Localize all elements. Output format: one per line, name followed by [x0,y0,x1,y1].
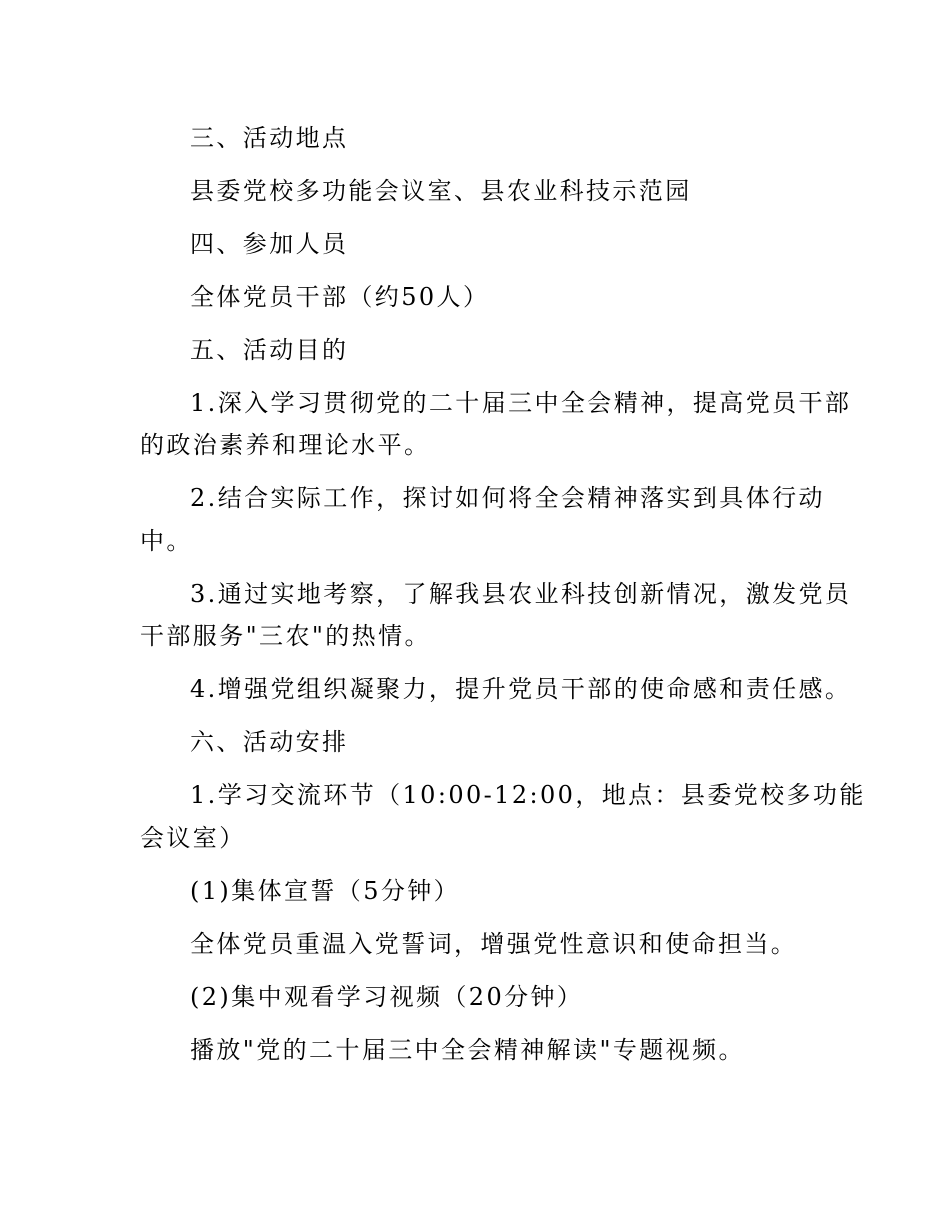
purpose-item-4: 4.增强党组织凝聚力，提升党员干部的使命感和责任感。 [190,675,852,703]
purpose-item-2-line-1: 2.结合实际工作，探讨如何将全会精神落实到具体行动 [190,484,825,512]
section-heading-arrangement: 六、活动安排 [190,728,349,756]
sub-item-1-body: 全体党员重温入党誓词，增强党性意识和使命担当。 [190,930,798,958]
section-heading-participants: 四、参加人员 [190,230,349,258]
arrangement-item-1-line-1: 1.学习交流环节（10:00-12:00，地点：县委党校多功能 [190,781,866,809]
paragraph-location: 县委党校多功能会议室、县农业科技示范园 [190,177,692,205]
purpose-item-1-line-2: 的政治素养和理论水平。 [140,431,431,459]
paragraph-participants: 全体党员干部（约50人） [190,283,490,311]
sub-item-2-heading: (2)集中观看学习视频（20分钟） [190,983,584,1011]
sub-item-1-heading: (1)集体宣誓（5分钟） [190,877,461,905]
purpose-item-1-line-1: 1.深入学习贯彻党的二十届三中全会精神，提高党员干部 [190,389,852,417]
section-heading-location: 三、活动地点 [190,124,349,152]
section-heading-purpose: 五、活动目的 [190,336,349,364]
sub-item-2-body: 播放"党的二十届三中全会精神解读"专题视频。 [190,1036,745,1064]
purpose-item-3-line-2: 干部服务"三农"的热情。 [140,622,431,650]
arrangement-item-1-line-2: 会议室） [140,824,246,852]
purpose-item-2-line-2: 中。 [140,527,193,555]
purpose-item-3-line-1: 3.通过实地考察，了解我县农业科技创新情况，激发党员 [190,580,852,608]
